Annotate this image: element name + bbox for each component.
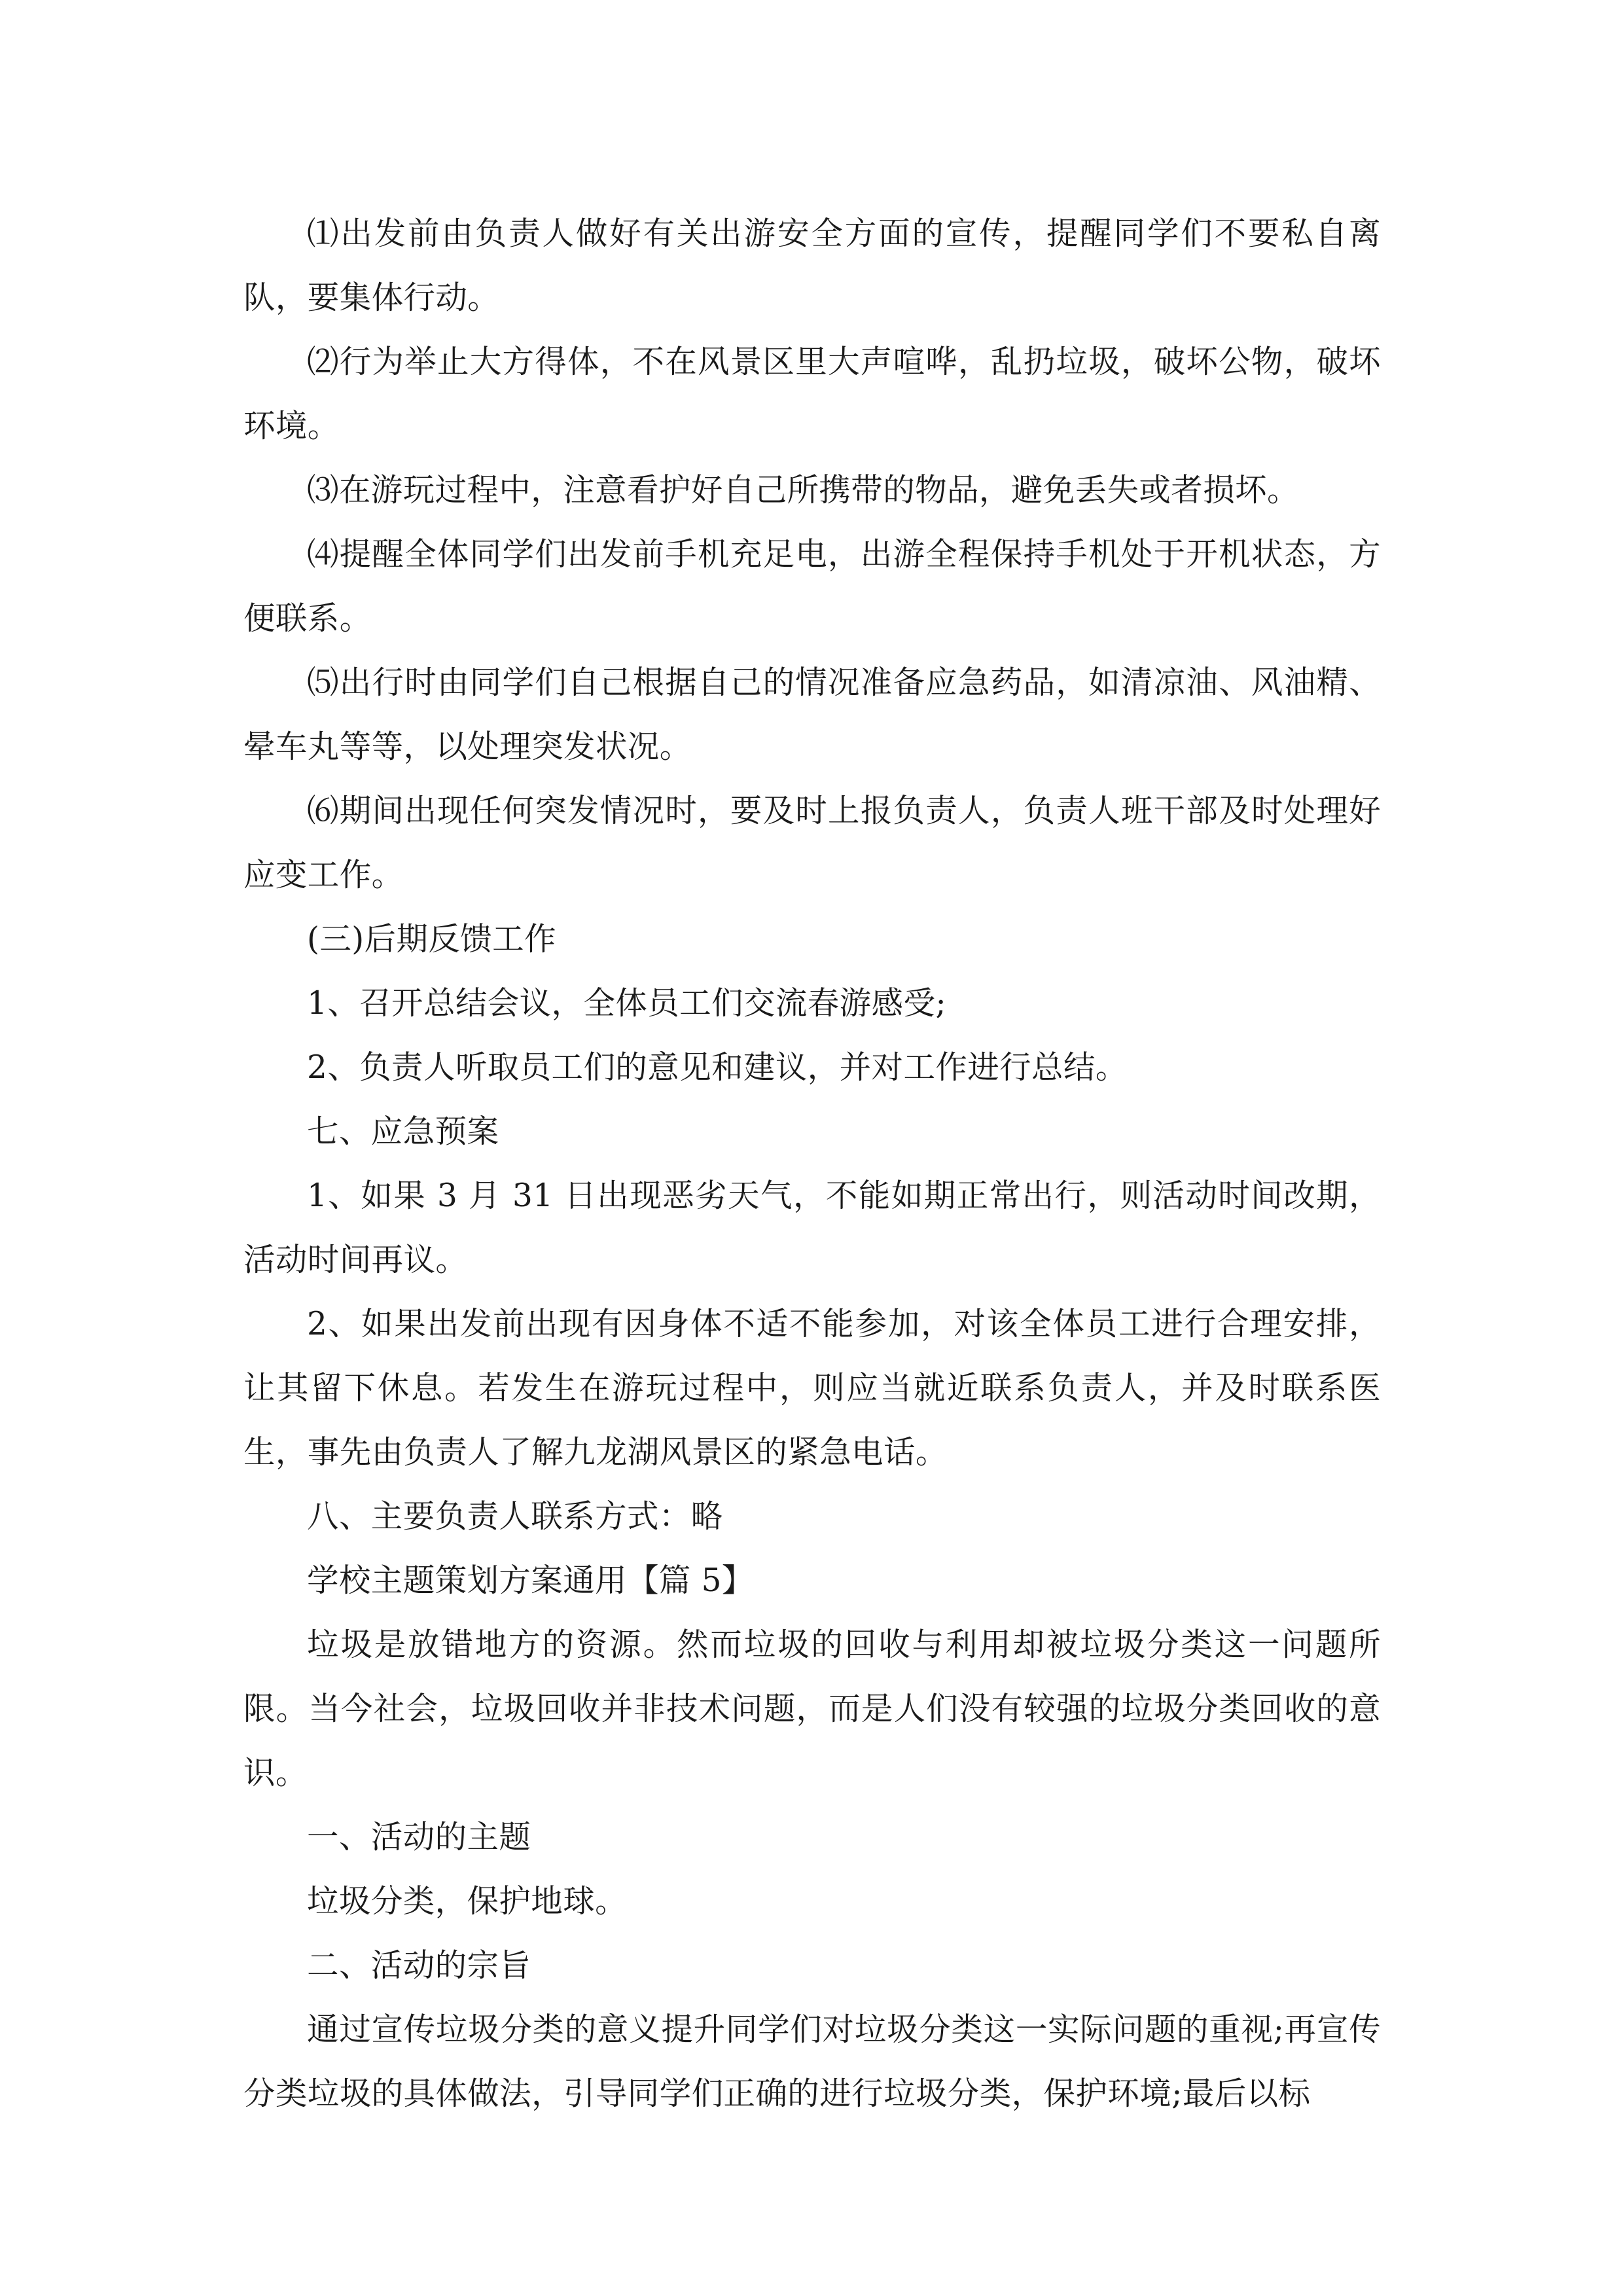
- emergency-item-1: 1、如果 3 月 31 日出现恶劣天气，不能如期正常出行，则活动时间改期，活动时间再议。: [243, 1177, 1381, 1278]
- document-page: [243, 202, 1381, 2126]
- theme-text: 垃圾分类，保护地球。: [307, 1883, 628, 1920]
- plan-title: 学校主题策划方案通用【篇 5】: [307, 1562, 754, 1599]
- safety-item-6: ⑹期间出现任何突发情况时，要及时上报负责人，负责人班干部及时处理好应变工作。: [243, 793, 1381, 893]
- intro-paragraph: 垃圾是放错地方的资源。然而垃圾的回收与利用却被垃圾分类这一问题所限。当今社会，垃圾回收并非技术问题，而是人们没有较强的垃圾分类回收的意识。: [243, 1626, 1381, 1791]
- feedback-item-1: 1、召开总结会议，全体员工们交流春游感受;: [307, 985, 947, 1022]
- section-heading-feedback: (三)后期反馈工作: [307, 921, 556, 958]
- purpose-text: 通过宣传垃圾分类的意义提升同学们对垃圾分类这一实际问题的重视;再宣传分类垃圾的具体做法，引导同学们正确的进行垃圾分类，保护环境;最后以标: [243, 2011, 1381, 2112]
- safety-item-1: ⑴出发前由负责人做好有关出游安全方面的宣传，提醒同学们不要私自离队，要集体行动。: [243, 215, 1381, 316]
- safety-item-2: ⑵行为举止大方得体，不在风景区里大声喧哗，乱扔垃圾，破坏公物，破坏环境。: [243, 344, 1381, 444]
- section-heading-purpose: 二、活动的宗旨: [307, 1947, 531, 1984]
- safety-item-3: ⑶在游玩过程中，注意看护好自己所携带的物品，避免丢失或者损坏。: [307, 472, 1299, 509]
- feedback-item-2: 2、负责人听取员工们的意见和建议，并对工作进行总结。: [307, 1049, 1128, 1086]
- safety-item-5: ⑸出行时由同学们自己根据自己的情况准备应急药品，如清凉油、风油精、晕车丸等等，以处理突发状况。: [243, 664, 1381, 765]
- emergency-item-2: 2、如果出发前出现有因身体不适不能参加，对该全体员工进行合理安排，让其留下休息。若发生在游玩过程中，则应当就近联系负责人，并及时联系医生，事先由负责人了解九龙湖风景区的紧急电话。: [243, 1306, 1381, 1471]
- safety-item-4: ⑷提醒全体同学们出发前手机充足电，出游全程保持手机处于开机状态，方便联系。: [243, 536, 1381, 637]
- section-heading-emergency: 七、应急预案: [307, 1113, 499, 1150]
- section-heading-theme: 一、活动的主题: [307, 1819, 531, 1856]
- section-heading-contact: 八、主要负责人联系方式：略: [307, 1498, 723, 1535]
